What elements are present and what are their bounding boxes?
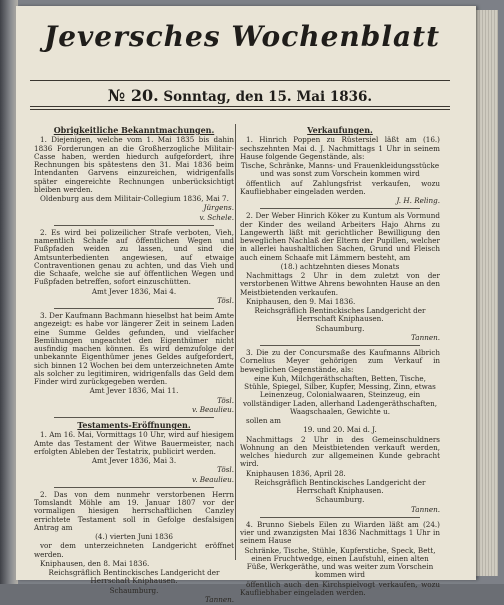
divider xyxy=(260,208,420,209)
notice-signature: Reichsgräflich Bentinckisches Landgericht der Herrschaft Kniphausen. xyxy=(254,477,426,495)
notice-signature: v. Schele. xyxy=(199,212,234,222)
page-edges xyxy=(474,10,498,576)
notice-paragraph: 4. Brunno Siebels Eilen zu Wiarden läßt am (24.) vier und zwanzigsten Mai 1836 Nachmittags 1 Uhr in seinem Hause xyxy=(240,519,440,546)
dateline-rule-top xyxy=(30,106,450,107)
divider xyxy=(260,517,420,518)
notice-paragraph: öffentlich auch den Kirchspielvogt verkaufen, wozu Kaufliebhaber eingeladen werden. xyxy=(240,579,440,597)
notice-place-date: Kniphausen 1836, April 28. xyxy=(246,468,346,478)
notice-signature: Reichsgräflich Bentinckisches Landgericht der Herrschaft Kniphausen. xyxy=(48,568,220,586)
divider xyxy=(54,487,214,488)
notice-item-list: Tische, Schränke, Manns- und Frauenkleidungsstücke und was sonst zum Vorschein kommen wird xyxy=(240,161,440,179)
notice-paragraph: sollen am xyxy=(246,416,281,425)
divider xyxy=(54,225,214,226)
dateline xyxy=(30,86,450,105)
notice-signature: Tannen. xyxy=(411,504,440,514)
notice-paragraph: 3. Der Kaufmann Bachmann hieselbst hat beim Amte angezeigt: es habe vor längerer Zeit in seinem Laden eine Summe Geldes gefunden, und vielfacher Bemühungen ungeachtet den Eigenthümer nicht ausfindig machen können. Es wird demzufolge der unbekannte Eigenthümer jenes Geldes aufgefordert, sich binnen 12 Wochen bei dem unterzeichneten Amte als solcher zu legitimiren, widrigenfalls das Geld dem Finder wird zurückgegeben werden. xyxy=(34,311,234,386)
notice-place-date: Kniphausen, den 8. Mai 1836. xyxy=(40,558,150,568)
divider xyxy=(260,345,420,346)
section-heading: Obrigkeitliche Bekanntmachungen. xyxy=(53,125,215,135)
notice-place-date: Kniphausen, den 9. Mai 1836. xyxy=(246,296,356,306)
section-heading: Verkaufungen. xyxy=(307,125,373,135)
notice-signature: Tösl. xyxy=(217,395,234,405)
notice-paragraph: 3. Die zu der Concursmaße des Kaufmanns Albrich Cornelius Meyer gehörigen zum Verkauf in beweglichen Gegenstände, als: xyxy=(240,348,440,374)
masthead: Jeversches Wochenblatt xyxy=(43,20,441,53)
notice-place-date: Oldenburg aus dem Militair-Collegium 1836, Mai 7. xyxy=(40,194,229,203)
column-divider xyxy=(235,124,236,560)
notice-signature: Tannen. xyxy=(411,332,440,342)
notice-item-list: eine Kuh, Milchgeräthschaften, Betten, Tische, Stühle, Spiegel, Silber, Kupfer, Messing, Zinn, etwas Leinenzeug, Colonialwaaren, Steinzeug, ein vollständiger Laden, allerhand Ladengeräthschaften, Waagschaalen, Gewichte u. xyxy=(242,373,438,416)
notice-signature: v. Beaulieu. xyxy=(192,404,234,414)
notice-place-date: Amt Jever 1836, Mai 11. xyxy=(89,386,179,396)
notice-paragraph: Nachmittags 2 Uhr in des Gemeinschuldners Wohnung an den Meistbietenden verkauft werden, welches hiedurch zur allgemeinen Kunde gebracht wird. xyxy=(240,434,440,469)
issue-number: № 20. xyxy=(107,86,159,105)
notice-date-line: (4.) vierten Juni 1836 xyxy=(95,532,173,541)
notice-paragraph: 1. Hinrich Poppen zu Rüstersiel läßt am (16.) sechszehnten Mai d. J. Nachmittags 1 Uhr in seinem Hause folgende Gegenstände, als: xyxy=(240,135,440,161)
notice-signature: J. H. Reling. xyxy=(396,196,440,205)
notice-paragraph: 1. Diejenigen, welche vom 1. Mai 1835 bis dahin 1836 Forderungen an die Großherzogliche Militair-Casse haben, werden hiedurch aufgefordert, ihre Rechnungen bis spätestens den 31. Mai 1836 beim Intendanten Garvens einzureichen, widrigenfalls später eingereichte Rechnungen unberücksichtigt bleiben werden. xyxy=(34,135,234,194)
issue-weekday: Sonntag, xyxy=(163,89,231,105)
notice-paragraph: 2. Der Weber Hinrich Köker zu Kuntum als Vormund der Kinder des weiland Arbeiters Hajo Ahrns zu Langewerth läßt mit gerichtlicher Bewilligung den beweglichen Nachlaß der Eltern der Pupillen, welcher in allerlei haushaltlichen Sachen, Grund und Fleisch auch einem Schaafe mit Lämmern besteht, am xyxy=(240,211,440,262)
notice-signature: Schaumburg. xyxy=(109,585,159,595)
notice-paragraph: 2. Das von dem nunmehr verstorbenen Herrn Tomslandt Möhle am 19. Januar 1807 vor der vormaligen hiesigen herrschaftlichen Canzley errichtete Testament soll in Gefolge desfalsigen Antrag am xyxy=(34,489,234,532)
notice-place-date: Amt Jever 1836, Mai 3. xyxy=(91,456,177,465)
notice-signature: Schaumburg. xyxy=(315,495,365,505)
divider xyxy=(54,308,214,309)
notice-signature: Tösl. xyxy=(217,465,234,475)
notice-date-line: 19. und 20. Mai d. J. xyxy=(303,425,377,435)
left-column xyxy=(34,126,234,605)
issue-date: den 15. Mai 1836. xyxy=(235,89,373,105)
notice-signature: Tannen. xyxy=(205,594,234,604)
notice-place-date: Amt Jever 1836, Mai 4. xyxy=(91,286,177,296)
notice-paragraph: 2. Es wird bei polizeilicher Strafe verboten, Vieh, namentlich Schafe auf öffentlichen Wegen und Fußpfaden weiden zu lassen, und sind die Amtsunterbedienten angewiesen, auf etwaige Contraventionen genau zu achten, und das Vieh und die Schaafe, welche sie auf öffentlichen Wegen und Fußpfaden betreffen, sofort einzuschütten. xyxy=(34,227,234,287)
notice-paragraph: Nachmittags 2 Uhr in dem zuletzt von der verstorbenen Wittwe Ahrens bewohnten Hause an den Meistbietenden verkaufen. xyxy=(240,271,440,297)
notice-signature: v. Beaulieu. xyxy=(192,474,234,484)
section-heading: Testaments-Eröffnungen. xyxy=(77,420,191,430)
notice-item-list: Schränke, Tische, Stühle, Kupferstiche, Speck, Bett, einen Fruchtwedge, einen Laufstuhl, einen alten Füße, Werkgeräthe, und was weiter zum Vorschein kommen wird xyxy=(244,545,436,580)
masthead-rule xyxy=(30,80,450,81)
notice-signature: Schaumburg. xyxy=(315,323,365,333)
notice-signature: Jürgens. xyxy=(203,203,234,213)
notice-paragraph: 1. Am 16. Mai, Vormittags 10 Uhr, wird auf hiesigem Amte das Testament der Witwe Bauermeister, nach erfolgten Ableben der Testatrix, publicirt werden. xyxy=(34,430,234,456)
notice-signature: Reichsgräflich Bentinckisches Landgericht der Herrschaft Kniphausen. xyxy=(254,306,426,324)
notice-signature: Tösl. xyxy=(217,295,234,305)
dateline-rule-bottom xyxy=(30,109,450,110)
notice-date-line: (18.) achtzehnten dieses Monats xyxy=(280,261,400,271)
notice-paragraph: vor dem unterzeichneten Landgericht eröffnet werden. xyxy=(34,541,234,559)
notice-paragraph: öffentlich auf Zahlungsfrist verkaufen, wozu Kaufliebhaber eingeladen werden. xyxy=(240,178,440,196)
divider xyxy=(54,417,214,418)
right-column xyxy=(240,126,440,598)
